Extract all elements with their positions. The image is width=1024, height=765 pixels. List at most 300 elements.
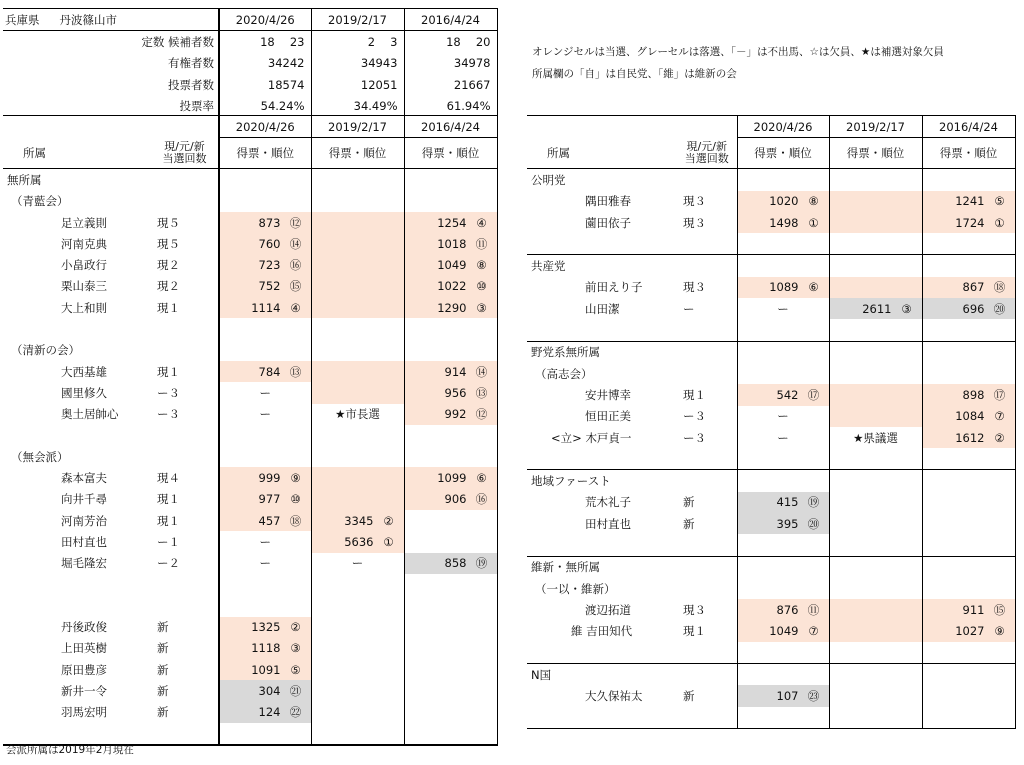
status-cell xyxy=(677,212,737,233)
rank-badge: ⑭ xyxy=(289,236,302,251)
status-cell xyxy=(677,707,737,729)
table-row xyxy=(3,510,497,531)
group-name: N国 xyxy=(531,667,552,682)
candidate-name-text: 大久保祐太 xyxy=(585,689,643,704)
vote-cell xyxy=(829,470,922,492)
vote-cell xyxy=(737,556,829,578)
candidate-name xyxy=(3,531,151,552)
table-row xyxy=(3,404,497,425)
candidate-name xyxy=(3,382,151,403)
status-text: 現５ xyxy=(157,215,180,230)
vote-count: 696 xyxy=(962,301,985,316)
vote-count: 898 xyxy=(962,387,985,402)
vote-cell xyxy=(737,191,829,212)
vote-count: 1084 xyxy=(955,409,985,424)
vote-cell xyxy=(922,255,1015,277)
candidate-name-text: 小畠政行 xyxy=(61,258,107,273)
vote-cell xyxy=(219,169,311,191)
vote-cell xyxy=(737,448,829,470)
vote-cell xyxy=(404,638,497,659)
status-cell xyxy=(677,255,737,277)
status-cell xyxy=(151,467,219,488)
vote-cell xyxy=(922,363,1015,384)
table-row xyxy=(527,621,1015,642)
status-cell xyxy=(151,680,219,701)
status-cell xyxy=(677,277,737,298)
status-cell xyxy=(151,361,219,382)
status-cell xyxy=(677,319,737,341)
table-row xyxy=(3,446,497,467)
group-label xyxy=(527,341,677,363)
status-text: 現３ xyxy=(683,602,706,617)
rank-badge: ⑯ xyxy=(475,492,488,507)
vote-cell xyxy=(404,233,497,254)
vote-cell xyxy=(311,191,404,212)
vote-cell xyxy=(404,574,497,595)
vote-cell xyxy=(737,341,829,363)
table-row xyxy=(527,406,1015,427)
status-cell xyxy=(677,599,737,620)
group-name: 無所属 xyxy=(7,172,42,187)
rank-badge: ⑰ xyxy=(807,387,820,402)
vote-cell xyxy=(404,297,497,318)
vote-count: ー xyxy=(259,534,271,549)
vote-cell xyxy=(219,617,311,638)
vote-cell xyxy=(829,169,922,191)
vote-cell xyxy=(829,341,922,363)
stat-value: 21667 xyxy=(404,74,497,95)
vote-cell xyxy=(219,574,311,595)
vote-count: 1027 xyxy=(955,624,985,639)
vote-cell xyxy=(404,318,497,339)
prefecture-cell xyxy=(3,9,151,31)
table-row xyxy=(3,467,497,488)
status-text: ー３ xyxy=(157,385,180,400)
vote-cell xyxy=(219,404,311,425)
status-cell xyxy=(677,363,737,384)
status-text: ー３ xyxy=(157,407,180,422)
status-text: 現４ xyxy=(157,471,180,486)
status-text: 現３ xyxy=(683,194,706,209)
candidate-name xyxy=(527,427,677,448)
candidate-name xyxy=(3,638,151,659)
status-cell xyxy=(151,233,219,254)
vote-count: 752 xyxy=(258,279,281,294)
subgroup-label xyxy=(527,578,677,599)
vote-cell xyxy=(737,319,829,341)
vote-count: 992 xyxy=(444,407,467,422)
group-name: （高志会） xyxy=(535,366,593,381)
candidate-name xyxy=(3,489,151,510)
vote-cell xyxy=(737,363,829,384)
vote-cell xyxy=(404,276,497,297)
prefecture: 兵庫県 xyxy=(5,12,40,27)
group-name: 公明党 xyxy=(531,172,566,187)
vote-cell xyxy=(404,446,497,467)
vote-cell xyxy=(219,318,311,339)
rank-badge: ㉒ xyxy=(289,705,302,720)
vote-cell xyxy=(219,254,311,275)
vote-count: ー xyxy=(777,430,789,445)
status-cell xyxy=(677,427,737,448)
rank-badge: ⑥ xyxy=(476,471,487,486)
vote-cell xyxy=(311,574,404,595)
vote-cell xyxy=(404,617,497,638)
vote-cell xyxy=(404,467,497,488)
vote-cell xyxy=(737,578,829,599)
vote-cell xyxy=(737,685,829,706)
candidate-name-text: 原田豊彦 xyxy=(61,662,107,677)
vote-count: ー xyxy=(259,407,271,422)
candidate-name xyxy=(3,212,151,233)
rank-badge: ⑭ xyxy=(475,364,488,379)
group-name: 維新・無所属 xyxy=(531,560,600,575)
status-cell xyxy=(677,448,737,470)
candidate-name xyxy=(527,406,677,427)
table-row xyxy=(527,191,1015,212)
table-row xyxy=(527,534,1015,556)
vote-cell xyxy=(219,361,311,382)
rank-badge: ⑬ xyxy=(475,385,488,400)
vote-cell xyxy=(404,510,497,531)
group-label xyxy=(527,664,677,686)
table-row xyxy=(527,319,1015,341)
vote-cell xyxy=(311,531,404,552)
party-prefix: <立> xyxy=(551,430,582,445)
status-cell xyxy=(677,642,737,664)
status-cell xyxy=(151,595,219,616)
vote-cell xyxy=(737,212,829,233)
vote-cell xyxy=(311,723,404,745)
vote-cell xyxy=(829,621,922,642)
status-text: 現３ xyxy=(683,215,706,230)
vote-cell xyxy=(311,702,404,723)
status-cell xyxy=(151,617,219,638)
vote-cell xyxy=(922,169,1015,191)
table-row xyxy=(3,680,497,701)
table-row xyxy=(3,318,497,339)
status-text: 新 xyxy=(683,516,695,531)
vote-count: 876 xyxy=(776,602,799,617)
vote-count: 906 xyxy=(444,492,467,507)
candidate-name xyxy=(3,680,151,701)
blank-cell xyxy=(527,642,677,664)
status-text: 現３ xyxy=(683,280,706,295)
status-cell xyxy=(151,723,219,745)
rank-badge: ⑨ xyxy=(994,624,1005,639)
group-name: （清新の会） xyxy=(11,343,80,358)
vote-cell xyxy=(219,297,311,318)
vote-count: 457 xyxy=(258,513,281,528)
vote-cell xyxy=(829,513,922,534)
vote-cell xyxy=(737,642,829,664)
status-cell xyxy=(677,534,737,556)
vote-cell xyxy=(311,318,404,339)
stat-value: 2 3 xyxy=(311,31,404,53)
table-row xyxy=(3,254,497,275)
table-row xyxy=(527,556,1015,578)
blank-cell xyxy=(527,233,677,255)
table-row xyxy=(527,578,1015,599)
stat-value: 12051 xyxy=(311,74,404,95)
vote-cell xyxy=(922,578,1015,599)
vote-cell xyxy=(922,212,1015,233)
status-cell xyxy=(151,553,219,574)
vote-count: 107 xyxy=(776,689,799,704)
status-cell xyxy=(677,492,737,513)
status-cell xyxy=(151,340,219,361)
candidate-name xyxy=(527,277,677,298)
candidate-name-text: 羽馬宏明 xyxy=(61,705,107,720)
vote-cell xyxy=(311,553,404,574)
table-row xyxy=(527,212,1015,233)
vote-count: 1325 xyxy=(251,620,281,635)
rank-badge: ④ xyxy=(290,300,301,315)
candidate-name-text: 大西基雄 xyxy=(61,364,107,379)
affiliation-header-right: 所属 xyxy=(527,138,677,169)
table-row xyxy=(3,595,497,616)
group-name: （無会派） xyxy=(11,449,69,464)
vote-cell xyxy=(737,707,829,729)
blank-cell xyxy=(3,425,151,446)
rank-badge: ⑧ xyxy=(476,258,487,273)
vote-cell xyxy=(922,642,1015,664)
rank-badge: ⑦ xyxy=(994,409,1005,424)
table-row xyxy=(3,638,497,659)
rank-badge: ⑩ xyxy=(290,492,301,507)
left-date-2020: 2020/4/26 xyxy=(219,116,311,138)
stats-label-electorate: 有権者数 xyxy=(3,53,219,74)
vote-cell xyxy=(219,425,311,446)
rank-badge: ① xyxy=(994,215,1005,230)
stats-label-seats: 定数 候補者数 xyxy=(3,31,219,53)
candidate-name-text: 木戸貞一 xyxy=(585,430,632,445)
stat-value: 34978 xyxy=(404,53,497,74)
vote-cell xyxy=(829,664,922,686)
candidate-name-text: 河南克典 xyxy=(61,236,107,251)
vote-count: 124 xyxy=(258,705,281,720)
stat-value: 61.94% xyxy=(404,95,497,116)
stats-date-2019: 2019/2/17 xyxy=(311,9,404,31)
vote-cell xyxy=(311,212,404,233)
vote-cell xyxy=(922,427,1015,448)
vote-count: 415 xyxy=(776,495,799,510)
vote-count: 5636 xyxy=(344,534,374,549)
vote-cell xyxy=(404,680,497,701)
status-text: 現１ xyxy=(157,300,180,315)
vote-cell xyxy=(737,169,829,191)
stats-date-2016: 2016/4/24 xyxy=(404,9,497,31)
table-row xyxy=(527,492,1015,513)
status-cell xyxy=(677,664,737,686)
vote-count: 542 xyxy=(776,387,799,402)
table-row xyxy=(3,276,497,297)
vote-count: 858 xyxy=(444,556,467,571)
status-cell xyxy=(151,531,219,552)
vote-count: 1049 xyxy=(769,624,799,639)
status-cell xyxy=(151,404,219,425)
vote-cell xyxy=(922,298,1015,319)
rank-badge: ⑬ xyxy=(289,364,302,379)
vote-cell xyxy=(311,254,404,275)
status-text: ー１ xyxy=(157,534,180,549)
vote-count: 914 xyxy=(444,364,467,379)
candidate-name xyxy=(3,702,151,723)
rank-badge: ④ xyxy=(476,215,487,230)
vote-cell xyxy=(311,425,404,446)
rank-badge: ⑯ xyxy=(289,258,302,273)
rank-badge: ② xyxy=(994,430,1005,445)
status-cell xyxy=(677,578,737,599)
status-cell xyxy=(677,191,737,212)
vote-cell xyxy=(404,254,497,275)
status-text: 新 xyxy=(157,684,169,699)
vote-cell xyxy=(219,553,311,574)
vote-cell xyxy=(219,723,311,745)
vote-cell xyxy=(922,406,1015,427)
vote-cell xyxy=(737,664,829,686)
vote-count: 1612 xyxy=(955,430,985,445)
vote-cell xyxy=(922,384,1015,405)
candidate-name xyxy=(3,276,151,297)
vote-cell xyxy=(737,492,829,513)
stats-label-turnout: 投票率 xyxy=(3,95,219,116)
vote-count: 873 xyxy=(258,215,281,230)
table-row xyxy=(527,642,1015,664)
candidate-name xyxy=(527,384,677,405)
table-row xyxy=(3,553,497,574)
rank-badge: ⑮ xyxy=(993,602,1006,617)
rank-badge: ⑱ xyxy=(993,280,1006,295)
candidate-name xyxy=(3,510,151,531)
table-row xyxy=(3,297,497,318)
candidate-name-text: 奥土居帥心 xyxy=(61,407,119,422)
table-row xyxy=(3,659,497,680)
vote-cell xyxy=(404,340,497,361)
candidate-name xyxy=(3,233,151,254)
table-row xyxy=(3,382,497,403)
status-header-right xyxy=(677,138,737,169)
vote-cell xyxy=(829,319,922,341)
blank-cell xyxy=(527,319,677,341)
candidate-name xyxy=(527,621,677,642)
vote-cell xyxy=(219,233,311,254)
rank-badge: ⑦ xyxy=(808,624,819,639)
status-text: 現２ xyxy=(157,279,180,294)
status-text: 新 xyxy=(157,705,169,720)
table-row xyxy=(3,702,497,723)
vote-cell xyxy=(922,556,1015,578)
vote-cell xyxy=(829,427,922,448)
vote-cell xyxy=(311,617,404,638)
table-row xyxy=(3,212,497,233)
left-results-table xyxy=(3,115,498,746)
right-date-2019: 2019/2/17 xyxy=(829,116,922,138)
votes-header-right-2016: 得票・順位 xyxy=(922,138,1015,169)
table-row xyxy=(527,470,1015,492)
stat-value: 18 23 xyxy=(219,31,311,53)
candidate-name-text: 河南芳治 xyxy=(61,513,107,528)
vote-cell xyxy=(404,553,497,574)
table-row xyxy=(527,277,1015,298)
status-cell xyxy=(677,384,737,405)
candidate-name-text: 恒田正美 xyxy=(585,409,631,424)
candidate-name-text: 足立義則 xyxy=(61,215,107,230)
status-text: ー xyxy=(683,301,695,316)
vote-cell xyxy=(829,534,922,556)
rank-badge: ⑥ xyxy=(808,280,819,295)
vote-cell xyxy=(219,276,311,297)
status-header-bottom: 当選回数 xyxy=(162,152,207,166)
group-name: 地域ファースト xyxy=(531,474,611,489)
vote-cell xyxy=(829,277,922,298)
candidate-name-text: 田村直也 xyxy=(585,516,631,531)
vote-cell xyxy=(219,212,311,233)
rank-badge: ⑲ xyxy=(807,495,820,510)
vote-count: ー xyxy=(777,409,789,424)
group-name: 共産党 xyxy=(531,259,566,274)
candidate-name-text: 吉田知代 xyxy=(586,624,633,639)
rank-badge: ③ xyxy=(290,641,301,656)
candidate-name-text: 荒木礼子 xyxy=(585,495,631,510)
vote-cell xyxy=(219,531,311,552)
rank-badge: ⑪ xyxy=(807,602,820,617)
candidate-name xyxy=(527,513,677,534)
vote-count: 1018 xyxy=(437,236,467,251)
candidate-name-text: 田村直也 xyxy=(61,534,107,549)
status-cell xyxy=(677,233,737,255)
status-cell xyxy=(151,425,219,446)
footer-note: 会派所属は2019年2月現在 xyxy=(6,744,134,756)
vote-count: 1089 xyxy=(769,280,799,295)
status-cell xyxy=(151,659,219,680)
status-text: 新 xyxy=(157,620,169,635)
rank-badge: ① xyxy=(383,534,394,549)
vote-cell xyxy=(737,233,829,255)
vote-cell xyxy=(219,510,311,531)
vote-cell xyxy=(922,277,1015,298)
status-cell xyxy=(151,574,219,595)
rank-badge: ⑱ xyxy=(289,513,302,528)
rank-badge: ⑩ xyxy=(476,279,487,294)
vote-cell xyxy=(311,489,404,510)
table-row xyxy=(527,448,1015,470)
candidate-name xyxy=(3,404,151,425)
vote-cell xyxy=(311,276,404,297)
status-text: 新 xyxy=(683,495,695,510)
vote-cell xyxy=(311,169,404,191)
candidate-name xyxy=(3,297,151,318)
table-row xyxy=(527,664,1015,686)
vote-cell xyxy=(219,446,311,467)
vote-cell xyxy=(219,467,311,488)
vote-cell xyxy=(404,489,497,510)
status-cell xyxy=(151,489,219,510)
rank-badge: ⑳ xyxy=(993,301,1006,316)
vote-count: 1091 xyxy=(251,662,281,677)
vote-cell xyxy=(829,384,922,405)
votes-header-2016: 得票・順位 xyxy=(404,138,497,169)
vote-count: 977 xyxy=(258,492,281,507)
stats-label-voters: 投票者数 xyxy=(3,74,219,95)
rank-badge: ① xyxy=(808,215,819,230)
legend-note: オレンジセルは当選、グレーセルは落選、「－」は不出馬、☆は欠員、★は補選対象欠員 xyxy=(532,46,944,58)
candidate-name-text: 國里修久 xyxy=(61,385,107,400)
candidate-name-text: 薗田依子 xyxy=(585,215,631,230)
candidate-name-text: 向井千尋 xyxy=(61,492,107,507)
status-cell xyxy=(677,298,737,319)
candidate-name-text: 大上和則 xyxy=(61,300,107,315)
